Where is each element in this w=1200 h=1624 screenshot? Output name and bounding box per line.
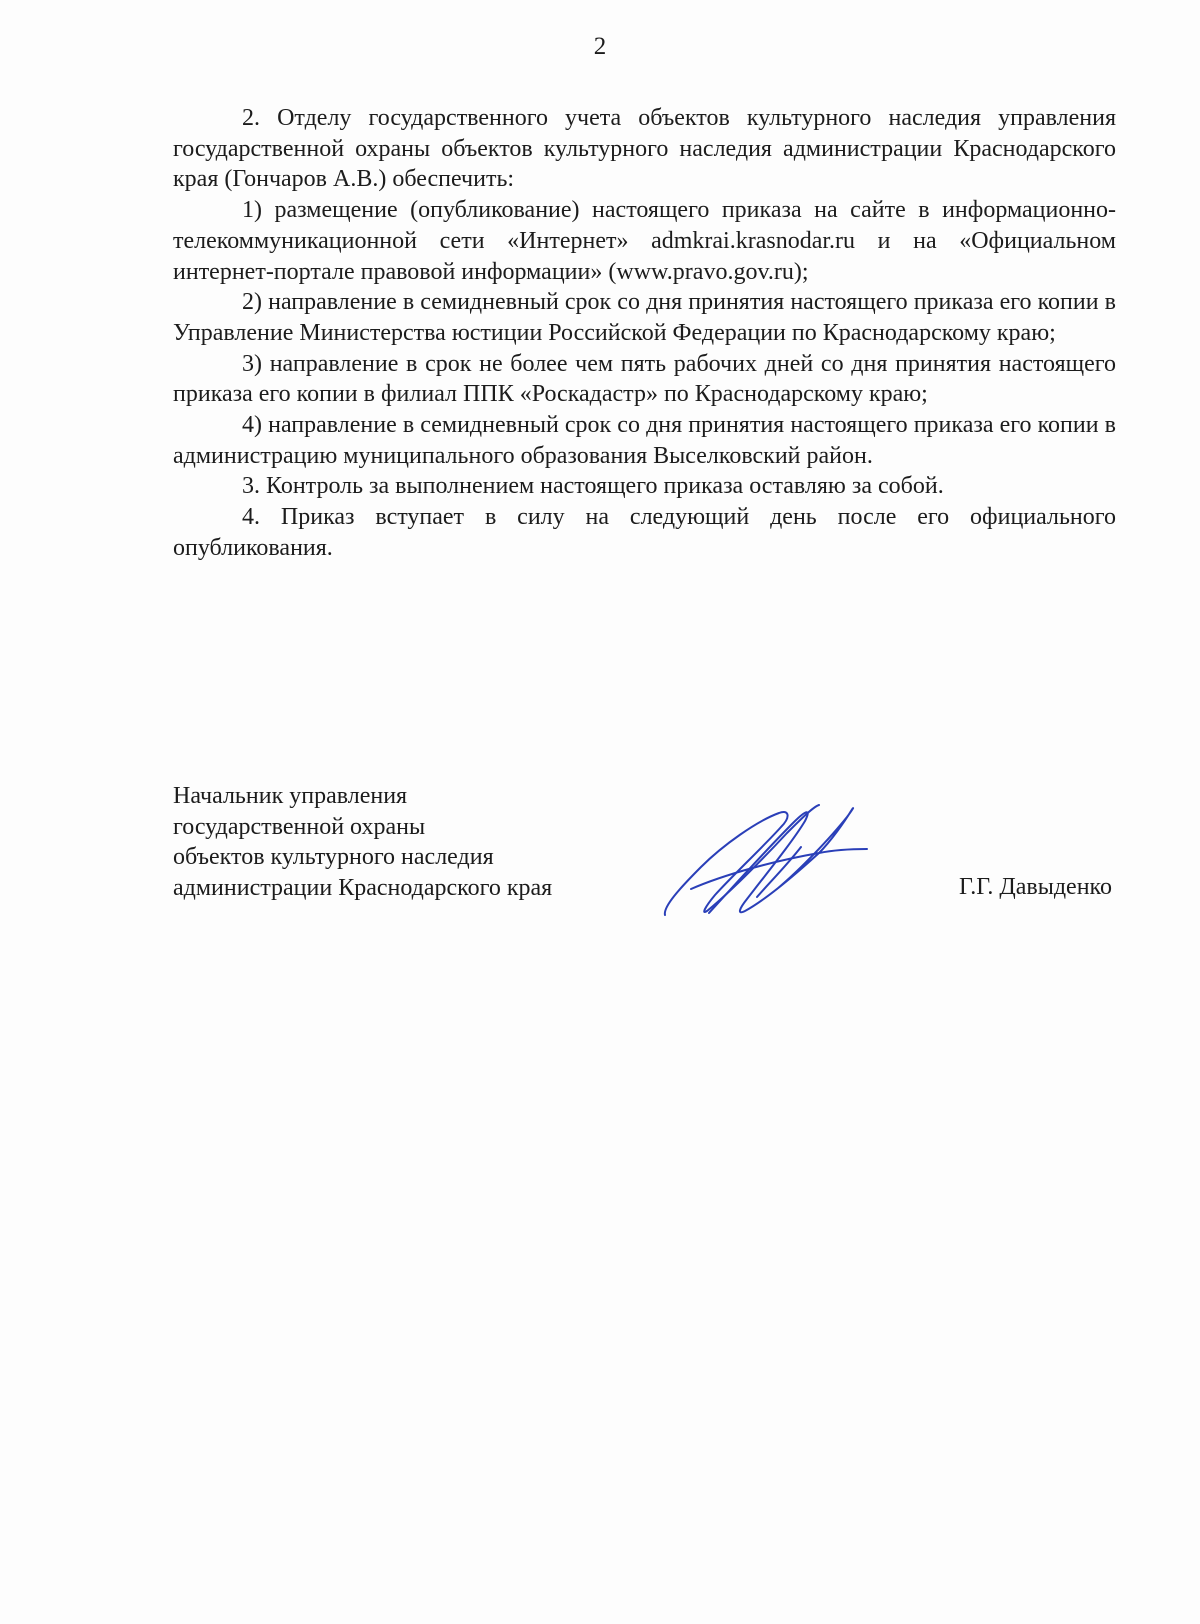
position-line: государственной охраны	[173, 813, 426, 840]
paragraph-item-2: 2. Отделу государственного учета объектов культурного наследия управления государственной охраны объектов культурного наследия администрации Краснодарского края (Гончаров А.В.) обеспечить:	[173, 105, 1116, 193]
page-number: 2	[593, 33, 607, 60]
signature-block	[173, 781, 1116, 931]
document-body	[173, 103, 1116, 564]
position-line: администрации Краснодарского края	[173, 874, 553, 901]
signatory-position	[173, 781, 552, 903]
position-line: Начальник управления	[173, 783, 408, 809]
paragraph-subitem-4: 4) направление в семидневный срок со дня принятия настоящего приказа его копии в администрацию муниципального образования Выселковский район.	[173, 412, 1116, 469]
paragraph-subitem-1: 1) размещение (опубликование) настоящего приказа на сайте в информационно-телекоммуникационной сети «Интернет» admkrai.krasnodar.ru и на «Официальном интернет-портале правовой информации» (www.pravo.gov.ru);	[173, 197, 1116, 285]
signatory-name: Г.Г. Давыденко	[959, 874, 1112, 900]
paragraph-subitem-2: 2) направление в семидневный срок со дня принятия настоящего приказа его копии в Управление Министерства юстиции Российской Федерации по Краснодарскому краю;	[173, 289, 1116, 346]
paragraph-subitem-3: 3) направление в срок не более чем пять рабочих дней со дня принятия настоящего приказа его копии в филиал ППК «Роскадастр» по Краснодарскому краю;	[173, 350, 1116, 408]
paragraph-item-4: 4. Приказ вступает в силу на следующий день после его официального опубликования.	[173, 504, 1116, 561]
handwritten-signature	[661, 803, 871, 921]
position-line: объектов культурного наследия	[173, 844, 494, 870]
paragraph-item-3: 3. Контроль за выполнением настоящего приказа оставляю за собой.	[242, 473, 944, 500]
